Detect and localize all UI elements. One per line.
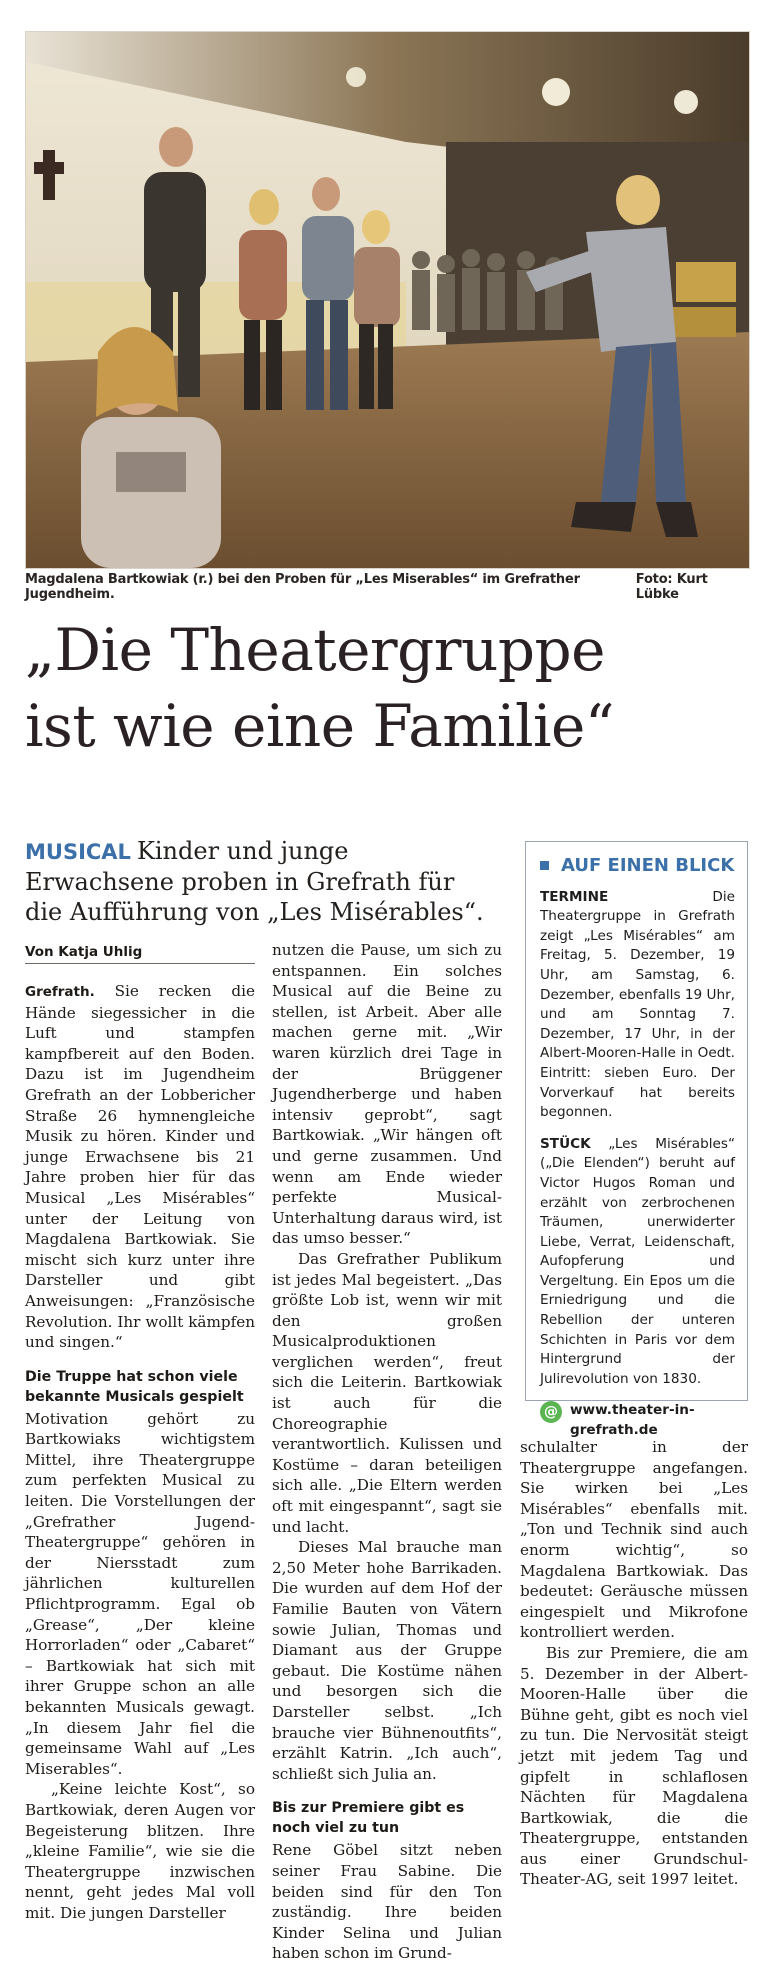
article-paragraph: Grefrath. Sie recken die Hände siegessicher in die Luft und stampfen kampfbereit auf den Boden. Dazu ist im Jugendheim Grefrath an der Lobbericher Straße 26 hymnengleiche Musik zu hören. Kinder und junge Erwachsene bis 21 Jahre proben hier für das Musical „Les Misérables“ unter der Leitung von Magdalena Bartkowiak. Sie mischt sich kurz unter ihre Darsteller und gibt Anweisungen: „Französische Revolution. Ihr wollt kämpfen und singen.“ (25, 982, 255, 1352)
subheading: Die Truppe hat schon viele bekannte Musicals gespielt (25, 1368, 244, 1405)
dateline: Grefrath. (25, 984, 95, 1000)
caption-credit: Foto: Kurt Lübke (635, 572, 708, 602)
website-url[interactable]: www.theater-in-grefrath.de (570, 1402, 695, 1439)
article-column-3 (520, 1437, 748, 1890)
headline-line-2: ist wie eine Familie“ (25, 692, 615, 760)
info-play: STÜCK „Les Misérables“ („Die Elenden“) beruht auf Victor Hugos Roman und erzählt von zerbrochenen Träumen, unerwiderter Liebe, Verrat, Leidenschaft, Aufopferung und Vergeltung. Ein Epos um die Erniedrigung und die Rebellion der unteren Schichten in Paris vor dem Hintergrund der Julirevolution von 1830. (540, 1135, 735, 1387)
article-paragraph: schulalter in der Theatergruppe angefangen. Sie wirken bei „Les Misérables“ ebenfalls mit. „Ton und Technik sind auch enorm wichtig“, so Magdalena Bartkowiak. Das bedeutet: Geräusche müssen eingespielt und Mikrofone kontrolliert werden. (520, 1438, 748, 1642)
article-column-2 (272, 940, 502, 1964)
headline (25, 612, 745, 764)
info-dates-label: TERMINE (540, 888, 609, 905)
subheading: Bis zur Premiere gibt es noch viel zu tun (272, 1800, 465, 1837)
photo-caption (25, 572, 748, 602)
teaser (25, 836, 495, 927)
article-paragraph: Rene Göbel sitzt neben seiner Frau Sabine. Die beiden sind für den Ton zuständig. Ihre beiden Kinder Selina und Julian haben schon im Grund- (272, 1841, 502, 1963)
info-box-title: AUF EINEN BLICK (540, 856, 735, 876)
website-link[interactable] (540, 1401, 735, 1440)
rehearsal-photo-image (26, 32, 749, 568)
article-paragraph: Dieses Mal brauche man 2,50 Meter hohe Barrikaden. Die wurden auf dem Hof der Familie Bauten von Vätern sowie Julian, Thomas und Diamant aus der Gruppe gebaut. Die Kostüme nähen und besorgen sich die Darsteller selbst. „Ich brauche vier Bühnenoutfits“, erzählt Katrin. „Ich auch“, schließt sich Julia an. (272, 1538, 502, 1783)
teaser-text: Kinder und junge Erwachsene proben in Grefrath für die Aufführung von „Les Misérables“. (25, 837, 484, 926)
article-paragraph: Bis zur Premiere, die am 5. Dezember in der Albert-Mooren-Halle über die Bühne geht, gibt es noch viel zu tun. Die Nervosität steigt jetzt mit jedem Tag und gipfelt in schlaflosen Nächten für Magdalena Bartkowiak, die die Theatergruppe, entstanden aus einer Grundschul-Theater-AG, seit 1997 leitet. (520, 1643, 748, 1889)
article-paragraph: nutzen die Pause, um sich zu entspannen. Ein solches Musical auf die Beine zu stellen, ist Arbeit. Aber alle machen gerne mit. „Wir waren kürzlich drei Tage in der Brüggener Jugendherberge und haben intensiv geprobt“, sagt Bartkowiak. „Wir hängen oft und gerne zusammen. Und wenn am Ende wieder perfekte Musical-Unterhaltung daraus wird, ist das umso besser.“ (272, 941, 502, 1248)
square-bullet-icon (540, 861, 549, 870)
at-sign-icon: @ (540, 1401, 562, 1423)
article-paragraph: „Keine leichte Kost“, so Bartkowiak, deren Augen vor Begeisterung blitzen. Ihre „kleine Familie“, wie sie die Theatergruppe inzwischen nennt, geht jedes Mal voll mit. Die jungen Darsteller (25, 1780, 255, 1922)
caption-text: Magdalena Bartkowiak (r.) bei den Proben für „Les Miserables“ im Grefrather Jugendheim. (25, 572, 580, 602)
byline: Von Katja Uhlig (25, 944, 255, 964)
headline-line-1: „Die Theatergruppe (25, 616, 605, 684)
info-play-label: STÜCK (540, 1135, 591, 1152)
article-column-1 (25, 981, 255, 1924)
article-paragraph: Das Grefrather Publikum ist jedes Mal begeistert. „Das größte Lob ist, wenn wir mit den großen Musicalproduktionen verglichen werden“, freut sich die Leiterin. Bartkowiak ist auch für die Choreographie verantwortlich. Kulissen und Kostüme – daran beteiligen sich alle. „Die Eltern werden oft mit eingespannt“, sagt sie und lacht. (272, 1249, 502, 1536)
info-box (525, 841, 748, 1439)
info-dates: TERMINE Die Theatergruppe in Grefrath zeigt „Les Misérables“ am Freitag, 5. Dezember, 19 Uhr, am Samstag, 6. Dezember, ebenfalls 19 Uhr, und am Sonntag 7. Dezember, 17 Uhr, in der Albert-Mooren-Halle in Oedt. Eintritt: sieben Euro. Der Vorverkauf hat bereits begonnen. (540, 888, 735, 1121)
rehearsal-photo (25, 31, 750, 569)
article-paragraph: Motivation gehört zu Bartkowiaks wichtigstem Mittel, ihre Theatergruppe zum perfekten Musical zu leiten. Die Vorstellungen der „Grefrather Jugend-Theatergruppe“ gehören in der Niersstadt zum jährlichen kulturellen Pflichtprogramm. Egal ob „Grease“, „Der kleine Horrorladen“ oder „Cabaret“ – Bartkowiak hat sich mit ihrer Gruppe schon an alle bekannten Musicals gewagt. „In diesem Jahr fiel die gemeinsame Wahl auf „Les Miserables“. (25, 1409, 255, 1778)
teaser-kicker: MUSICAL (25, 840, 131, 864)
